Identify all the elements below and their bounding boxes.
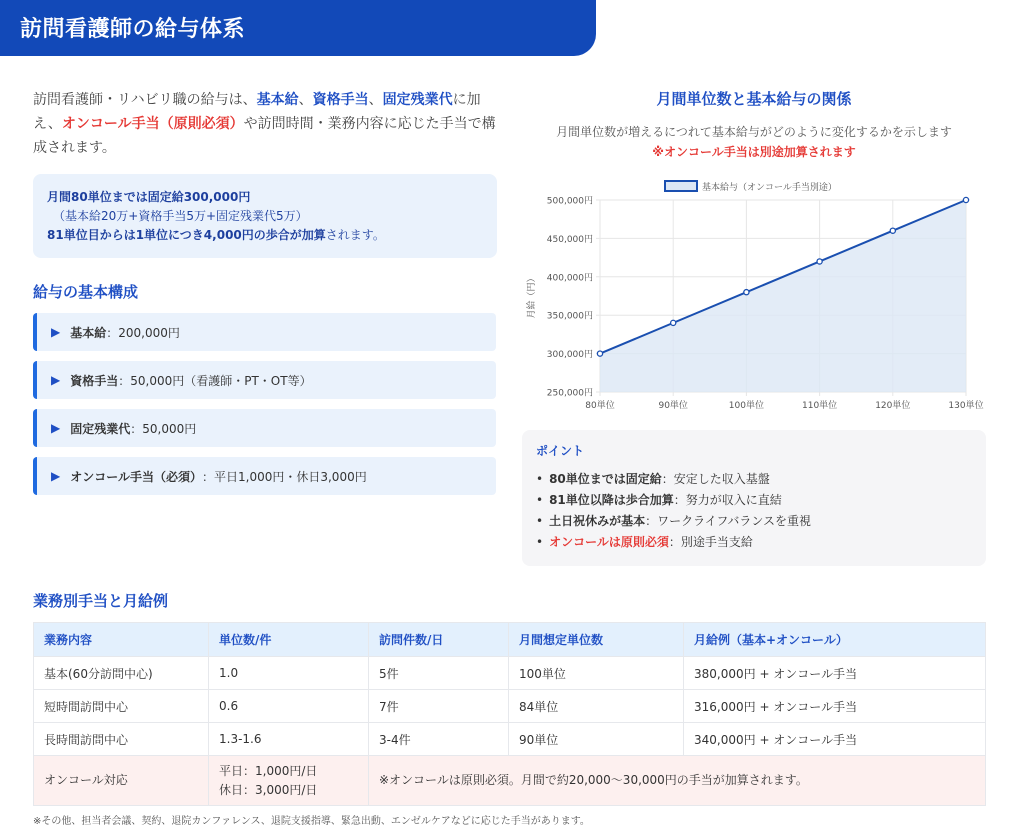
composition-item [33, 457, 496, 495]
point-item [536, 511, 972, 532]
summary-line: （基本給20万+資格手当5万+固定残業代5万） [53, 209, 308, 223]
data-point [817, 259, 822, 264]
table-row [34, 690, 986, 723]
table-cell: 1.3-1.6 [209, 723, 369, 756]
intro-highlight-overtime: 固定残業代 [382, 92, 453, 108]
table-cell: 340,000円 + オンコール手当 [684, 723, 986, 756]
salary-chart [522, 176, 986, 416]
chart-subtitle-text: 月間単位数が増えるにつれて基本給与がどのように変化するかを示します [556, 125, 952, 139]
table-header: 訪問件数/日 [369, 623, 509, 657]
chart-note: ※オンコール手当は別途加算されます [652, 145, 856, 159]
intro-paragraph [33, 88, 503, 160]
x-tick-label: 80単位 [585, 401, 615, 411]
points-title: ポイント [536, 444, 585, 458]
point-text: ：努力が収入に直結 [673, 493, 782, 507]
table-cell: 長時間訪問中心 [34, 723, 209, 756]
table-cell: 90単位 [509, 723, 684, 756]
chart-title: 月間単位数と基本給与の関係 [656, 90, 852, 108]
data-point [671, 320, 676, 325]
y-tick-label: 500,000円 [546, 196, 593, 207]
legend-label: 基本給与（オンコール手当別途） [702, 183, 837, 193]
intro-text: や訪問時間・業務内容に応じた手当で構成されます。 [33, 116, 496, 156]
x-tick-label: 130単位 [948, 401, 984, 411]
point-bold: 土日祝休みが基本 [549, 514, 646, 528]
triangle-right-icon: ▶ [51, 469, 61, 483]
intro-sep: 、 [368, 92, 383, 108]
composition-label: 固定残業代 [70, 421, 131, 436]
table-title: 業務別手当と月給例 [33, 592, 169, 610]
table-cell: 84単位 [509, 690, 684, 723]
y-tick-label: 450,000円 [546, 234, 593, 245]
table-cell-oncall-rates [209, 756, 369, 806]
table-header: 月給例（基本+オンコール） [684, 623, 986, 657]
y-tick-label: 300,000円 [546, 350, 593, 361]
composition-label: 基本給 [70, 325, 107, 340]
composition-item [33, 361, 496, 399]
composition-value: ：200,000円 [106, 325, 180, 340]
composition-label: 資格手当 [70, 373, 119, 388]
intro-text: に加え、 [33, 92, 481, 132]
data-point [963, 197, 968, 202]
page-title: 訪問看護師の給与体系 [20, 17, 246, 42]
intro-highlight-qualification: 資格手当 [312, 92, 369, 108]
table-cell-oncall-note: ※オンコールは原則必須。月間で約20,000〜30,000円の手当が加算されます。 [369, 756, 986, 806]
table-cell: 3-4件 [369, 723, 509, 756]
composition-item [33, 313, 496, 351]
intro-sep: 、 [298, 92, 313, 108]
table-cell: 1.0 [209, 657, 369, 690]
table-header: 単位数/件 [209, 623, 369, 657]
y-tick-label: 400,000円 [546, 273, 593, 284]
point-item [536, 469, 972, 490]
table-header-row [34, 623, 986, 657]
summary-line [47, 226, 483, 245]
composition-value: ：50,000円 [130, 421, 197, 436]
footnote: ※その他、担当者会議、契約、退院カンファレンス、退院支援指導、緊急出動、エンゼルケアなどに応じた手当があります。 [33, 816, 590, 827]
triangle-right-icon: ▶ [51, 421, 61, 435]
data-point [744, 290, 749, 295]
intro-text: 訪問看護師・リハビリ職の給与は、 [33, 92, 257, 108]
table-row [34, 723, 986, 756]
table-header: 月間想定単位数 [509, 623, 684, 657]
point-text: ：安定した収入基盤 [661, 472, 770, 486]
table-cell: 短時間訪問中心 [34, 690, 209, 723]
point-item [536, 490, 972, 511]
table-row [34, 657, 986, 690]
intro-highlight-basic: 基本給 [256, 92, 299, 108]
composition-title: 給与の基本構成 [33, 283, 139, 301]
salary-summary-box [33, 174, 497, 258]
point-item [536, 532, 972, 553]
composition-value: ：平日1,000円・休日3,000円 [202, 469, 367, 484]
y-tick-label: 250,000円 [546, 388, 593, 399]
point-bold: 81単位以降は歩合加算 [549, 493, 674, 507]
point-bold: 80単位までは固定給 [549, 472, 662, 486]
point-text: ：ワークライフバランスを重視 [645, 514, 812, 528]
x-tick-label: 110単位 [802, 401, 838, 411]
table-row-oncall [34, 756, 986, 806]
x-tick-label: 90単位 [658, 401, 688, 411]
points-box [522, 430, 986, 566]
oncall-weekday: 平日：1,000円/日 [219, 763, 318, 778]
table-cell: 0.6 [209, 690, 369, 723]
triangle-right-icon: ▶ [51, 325, 61, 339]
summary-line-bold: 81単位目からは1単位につき4,000円の歩合が加算 [47, 228, 326, 242]
y-axis-label: 月給（円） [527, 273, 537, 319]
y-tick-label: 350,000円 [546, 311, 593, 322]
table-header: 業務内容 [34, 623, 209, 657]
x-tick-label: 120単位 [875, 401, 911, 411]
composition-label: オンコール手当（必須） [70, 469, 202, 484]
table-cell: 5件 [369, 657, 509, 690]
oncall-holiday: 休日：3,000円/日 [219, 782, 318, 797]
summary-line: 月間80単位までは固定給300,000円 [47, 190, 251, 204]
composition-value: ：50,000円（看護師・PT・OT等） [118, 373, 312, 388]
allowance-table [33, 622, 986, 806]
table-cell: 7件 [369, 690, 509, 723]
table-cell: 基本(60分訪問中心) [34, 657, 209, 690]
table-cell: 316,000円 + オンコール手当 [684, 690, 986, 723]
x-tick-label: 100単位 [728, 401, 764, 411]
point-bold-red: オンコールは原則必須 [549, 535, 669, 549]
intro-highlight-oncall: オンコール手当（原則必須） [61, 116, 244, 132]
table-cell: オンコール対応 [34, 756, 209, 806]
composition-item [33, 409, 496, 447]
legend-swatch [665, 181, 697, 191]
table-cell: 100単位 [509, 657, 684, 690]
table-cell: 380,000円 + オンコール手当 [684, 657, 986, 690]
data-point [597, 351, 602, 356]
data-point [890, 228, 895, 233]
series-area [600, 200, 966, 392]
header-bar [0, 0, 596, 56]
triangle-right-icon: ▶ [51, 373, 61, 387]
chart-subtitle [522, 122, 986, 162]
summary-line-normal: されます。 [325, 228, 385, 242]
point-text: ：別途手当支給 [668, 535, 753, 549]
